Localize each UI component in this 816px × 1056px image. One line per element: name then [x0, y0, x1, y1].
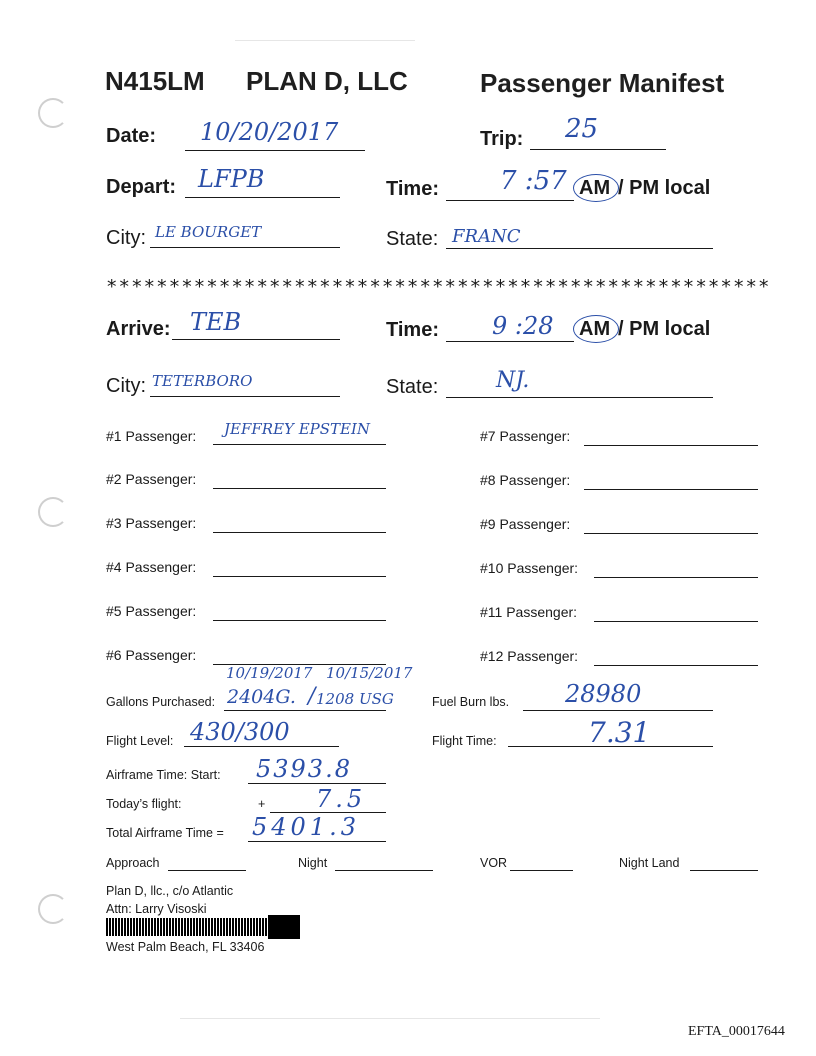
arrive-value: TEB	[190, 308, 242, 336]
date-line	[185, 150, 365, 151]
address-line-4: West Palm Beach, FL 33406	[106, 940, 265, 954]
passenger-line	[213, 444, 386, 445]
arrive-label: Arrive:	[106, 318, 171, 340]
passenger-name: JEFFREY EPSTEIN	[224, 420, 371, 438]
arrive-am: AM	[579, 318, 611, 340]
approach-label: Approach	[106, 856, 160, 870]
passenger-label: #2 Passenger:	[106, 471, 197, 487]
passenger-line	[213, 620, 386, 621]
passenger-label: #9 Passenger:	[480, 516, 571, 532]
address-line-1: Plan D, llc., c/o Atlantic	[106, 884, 234, 898]
fuel-burn-label: Fuel Burn lbs.	[432, 695, 510, 709]
arrive-city-label: City:	[106, 375, 146, 397]
airframe-start-value: 5393.8	[256, 755, 352, 783]
flight-time-label: Flight Time:	[432, 734, 497, 748]
tail-number: N415LM	[105, 66, 205, 96]
night-line	[335, 870, 433, 871]
depart-label: Depart:	[106, 176, 177, 198]
fuel-burn-line	[523, 710, 713, 711]
trip-label: Trip:	[480, 128, 524, 150]
trip-line	[530, 149, 666, 150]
gallons-date-2: 10/15/2017	[326, 664, 413, 682]
redacted-barcode	[106, 918, 270, 936]
total-airframe-label: Total Airframe Time =	[106, 826, 224, 840]
punch-hole-top	[38, 98, 68, 128]
arrive-state-line	[446, 397, 713, 398]
passenger-line	[594, 665, 758, 666]
depart-am: AM	[579, 177, 611, 199]
todays-flight-value: 7.5	[316, 785, 367, 813]
total-airframe-value: 5401.3	[252, 813, 360, 841]
depart-city-line	[150, 247, 340, 248]
passenger-label: #12 Passenger:	[480, 648, 579, 664]
gallons-line	[224, 710, 386, 711]
depart-time-line	[446, 200, 574, 201]
depart-state-line	[446, 248, 713, 249]
vor-label: VOR	[480, 856, 508, 870]
arrive-line	[172, 339, 340, 340]
gallons-divider: /	[308, 684, 316, 709]
passenger-line	[584, 445, 758, 446]
arrive-city-line	[150, 396, 340, 397]
arrive-time-label: Time:	[386, 319, 439, 341]
total-airframe-line	[248, 841, 386, 842]
redaction-box	[268, 915, 300, 939]
trip-value: 25	[565, 114, 599, 144]
gallons-date-1: 10/19/2017	[226, 664, 313, 682]
todays-flight-plus: +	[258, 797, 266, 811]
scan-line-top	[235, 40, 415, 41]
arrive-time-line	[446, 341, 574, 342]
arrive-pm-local: / PM local	[618, 318, 711, 340]
passenger-line	[584, 533, 758, 534]
passenger-label: #5 Passenger:	[106, 603, 197, 619]
flight-level-label: Flight Level:	[106, 734, 174, 748]
depart-city-label: City:	[106, 227, 146, 249]
night-land-label: Night Land	[619, 856, 680, 870]
gallons-purchased-label: Gallons Purchased:	[106, 695, 216, 709]
passenger-line	[594, 621, 758, 622]
todays-flight-label: Today’s flight:	[106, 797, 182, 811]
gallons-value-2: 1208 USG	[316, 690, 394, 708]
passenger-label: #1 Passenger:	[106, 428, 197, 444]
page-title: Passenger Manifest	[480, 68, 725, 98]
arrive-state-value: NJ.	[496, 368, 530, 393]
flight-level-line	[184, 746, 339, 747]
depart-city-value: LE BOURGET	[155, 223, 262, 241]
depart-state-value: FRANC	[452, 226, 521, 247]
passenger-label: #10 Passenger:	[480, 560, 579, 576]
passenger-label: #4 Passenger:	[106, 559, 197, 575]
passenger-line	[213, 488, 386, 489]
depart-time-value: 7 :57	[500, 166, 567, 196]
flight-time-value: 7.31	[588, 716, 651, 749]
address-line-2: Attn: Larry Visoski	[106, 902, 207, 916]
date-value: 10/20/2017	[200, 118, 339, 146]
passenger-label: #7 Passenger:	[480, 428, 571, 444]
passenger-label: #8 Passenger:	[480, 472, 571, 488]
depart-time-label: Time:	[386, 178, 439, 200]
arrive-state-label: State:	[386, 376, 439, 398]
arrive-city-value: TETERBORO	[152, 372, 253, 390]
night-land-line	[690, 870, 758, 871]
depart-line	[185, 197, 340, 198]
company-name: PLAN D, LLC	[246, 66, 408, 96]
airframe-start-line	[248, 783, 386, 784]
airframe-start-label: Airframe Time: Start:	[106, 768, 221, 782]
fuel-burn-value: 28980	[565, 680, 642, 708]
night-label: Night	[298, 856, 328, 870]
passenger-label: #3 Passenger:	[106, 515, 197, 531]
passenger-line	[594, 577, 758, 578]
vor-line	[510, 870, 573, 871]
punch-hole-middle	[38, 497, 68, 527]
arrive-time-value: 9 :28	[492, 312, 554, 340]
scan-line-bottom	[180, 1018, 600, 1019]
depart-state-label: State:	[386, 228, 439, 250]
depart-value: LFPB	[198, 165, 265, 193]
passenger-label: #11 Passenger:	[480, 604, 578, 620]
passenger-line	[213, 576, 386, 577]
flight-level-value: 430/300	[190, 718, 290, 746]
depart-pm-local: / PM local	[618, 177, 711, 199]
gallons-value-1: 2404G.	[227, 686, 296, 708]
date-label: Date:	[106, 125, 157, 147]
passenger-line	[584, 489, 758, 490]
document-id: EFTA_00017644	[688, 1024, 785, 1039]
approach-line	[168, 870, 246, 871]
separator-asterisks: *****************************************************	[106, 276, 771, 298]
passenger-line	[213, 532, 386, 533]
punch-hole-bottom	[38, 894, 68, 924]
passenger-label: #6 Passenger:	[106, 647, 197, 663]
